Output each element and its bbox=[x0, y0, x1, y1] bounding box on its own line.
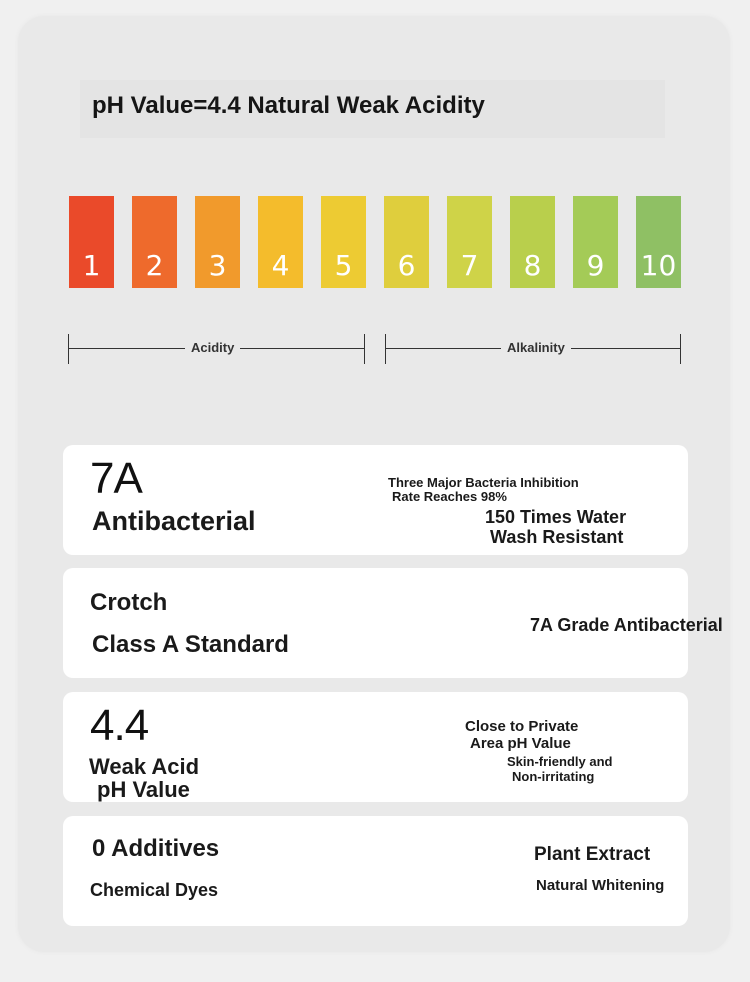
ph-swatch-3 bbox=[195, 196, 240, 288]
non-irritating-note: Non-irritating bbox=[512, 769, 595, 784]
ph-swatch-7 bbox=[447, 196, 492, 288]
alkalinity-label: Alkalinity bbox=[501, 340, 571, 355]
antibacterial-grade-text: 7A Grade Antibacterial bbox=[530, 615, 723, 635]
wash-resistant-text: Wash Resistant bbox=[490, 527, 624, 547]
ph-swatch-6 bbox=[384, 196, 429, 288]
class-a-standard-text: Class A Standard bbox=[92, 631, 289, 658]
ph-swatch-8 bbox=[510, 196, 555, 288]
acidity-bracket-right bbox=[364, 334, 365, 364]
ph-swatch-10 bbox=[636, 196, 681, 288]
ph-swatch-label: 4 bbox=[271, 249, 290, 282]
ph-swatch-label: 8 bbox=[523, 249, 542, 282]
ph-swatch-label: 2 bbox=[145, 249, 164, 282]
ph-swatch-label: 9 bbox=[586, 249, 605, 282]
ph-value-number: 4.4 bbox=[90, 701, 149, 750]
natural-whitening-text: Natural Whitening bbox=[536, 877, 665, 894]
skin-friendly-note: Skin-friendly and bbox=[507, 754, 613, 769]
acidity-label: Acidity bbox=[185, 340, 240, 355]
alkalinity-bracket-right bbox=[680, 334, 681, 364]
ph-swatch-label: 1 bbox=[82, 249, 101, 282]
ph-swatch-label: 10 bbox=[640, 249, 677, 282]
antibacterial-grade-number: 7A bbox=[90, 454, 142, 503]
page-title: pH Value=4.4 Natural Weak Acidity bbox=[92, 92, 485, 119]
plant-extract-text: Plant Extract bbox=[534, 844, 651, 865]
ph-swatch-1 bbox=[69, 196, 114, 288]
crotch-heading: Crotch bbox=[90, 589, 168, 616]
private-area-note: Close to Private bbox=[465, 718, 579, 735]
ph-swatch-9 bbox=[573, 196, 618, 288]
acidity-bracket-left bbox=[68, 334, 69, 364]
antibacterial-heading: Antibacterial bbox=[92, 506, 256, 536]
weak-acid-heading: Weak Acid bbox=[89, 754, 200, 779]
zero-additives-heading: 0 Additives bbox=[92, 835, 220, 862]
ph-swatch-label: 6 bbox=[397, 249, 416, 282]
ph-swatch-2 bbox=[132, 196, 177, 288]
bacteria-inhibition-note: Three Major Bacteria Inhibition bbox=[388, 475, 579, 490]
ph-swatch-label: 7 bbox=[460, 249, 479, 282]
inhibition-rate-note: Rate Reaches 98% bbox=[392, 489, 507, 504]
area-ph-note: Area pH Value bbox=[470, 735, 571, 752]
ph-swatch-5 bbox=[321, 196, 366, 288]
ph-swatch-label: 5 bbox=[334, 249, 353, 282]
ph-value-heading: pH Value bbox=[97, 777, 190, 802]
ph-swatch-label: 3 bbox=[208, 249, 227, 282]
ph-swatch-4 bbox=[258, 196, 303, 288]
wash-count-text: 150 Times Water bbox=[485, 507, 627, 527]
chemical-dyes-text: Chemical Dyes bbox=[90, 880, 219, 900]
alkalinity-bracket-left bbox=[385, 334, 386, 364]
additives-card bbox=[63, 816, 688, 926]
